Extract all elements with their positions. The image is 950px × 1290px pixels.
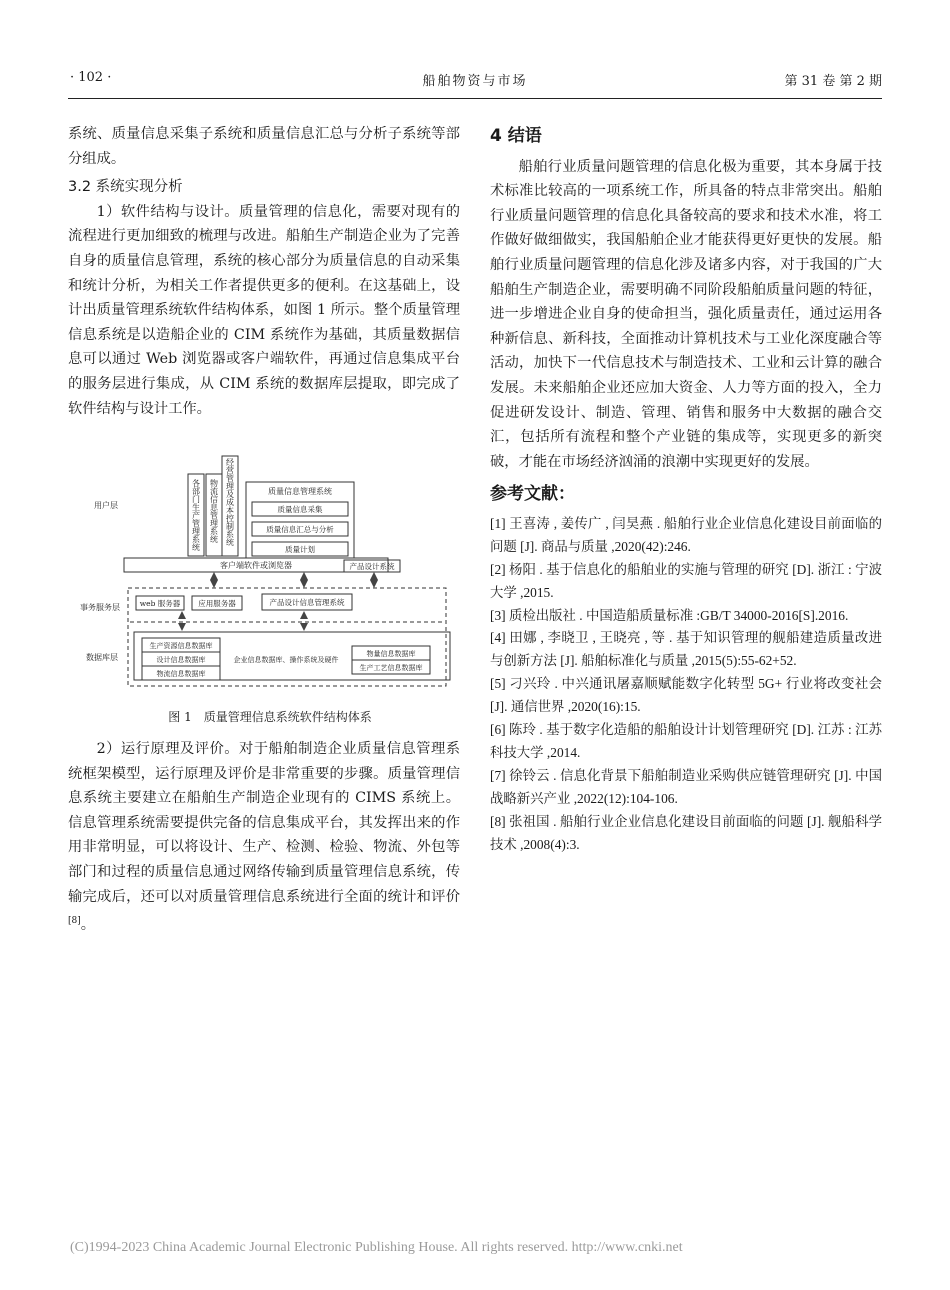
- layer-label: 用户层: [94, 501, 118, 510]
- db-label: 生产资源信息数据库: [149, 642, 213, 650]
- app-server-label: 应用服务器: [198, 599, 236, 608]
- reference-item: [1] 王喜涛 , 姜传广 , 闫昊燕 . 船舶行业企业信息化建设目前面临的问题 [J]. 商品与质量 ,2020(42):246.: [490, 515, 882, 554]
- issue-info: 第 31 卷 第 2 期: [784, 74, 882, 89]
- qims-item: 质量信息汇总与分析: [266, 525, 334, 534]
- left-column-bottom: [68, 737, 460, 938]
- reference-item: [7] 徐铃云 . 信息化背景下船舶制造业采购供应链管理研究 [J]. 中国战略新兴产业 ,2022(12):104-106.: [490, 767, 882, 806]
- paragraph: 2）运行原理及评价。对于船舶制造企业质量信息管理系统框架模型，运行原理及评价是非常重要的步骤。质量管理信息系统主要建立在船舶生产制造企业现有的 CIMS 系统上。信息管理系统需要提供完备的信息集成平台，其发挥出来的作用非常明显，可以将设计、生产、检测、检验、物流、外包等部门和过程的质量信息通过网络传输到质量管理信息系统，传输完成后，还可以对质量管理信息系统进行全面的统计和评价[8]。: [68, 741, 460, 933]
- db-label: 物流信息数据库: [156, 670, 206, 678]
- paragraph: 船舶行业质量问题管理的信息化极为重要，其本身属于技术标准比较高的一项系统工作，所具备的特点非常突出。船舶行业质量问题管理的信息化具备较高的要求和技术水准，将工作做好做细做实，我国船舶企业才能获得更好更快的发展。船舶行业质量问题管理的信息化涉及诸多内容，对于我国的广大船舶生产制造企业，需要明确不同阶段船舶质量问题的特征，进一步增进企业自身的使命担当，强化质量责任，通过运用各种新信息、新科技，全面推动计算机技术与工业化深度融合等活动，加快下一代信息技术与制造技术、工业和云计算的融合发展。未来船舶企业还应加大资金、人力等方面的投入，全力促进研发设计、制造、管理、销售和服务中大数据的融合交汇，包括所有流程和整个产业链的集成等，实现更多的新突破，才能在市场经济汹涌的浪潮中实现更好的发展。: [490, 158, 882, 470]
- vertical-label: 经营管理及成本控制系统: [225, 458, 235, 546]
- client-bar-label: 客户端软件或浏览器: [220, 561, 292, 570]
- arrow-icon: [370, 572, 378, 580]
- reference-item: [4] 田娜 , 李晓卫 , 王晓亮 , 等 . 基于知识管理的舰船建造质量改进与创新方法 [J]. 船舶标准化与质量 ,2015(5):55-62+52.: [490, 630, 882, 669]
- left-column: [68, 122, 460, 421]
- paragraph: 1）软件结构与设计。质量管理的信息化，需要对现有的流程进行更加细致的梳理与改进。船舶生产制造企业为了完善自身的质量信息管理，系统的核心部分为质量信息的自动采集和统计分析，为相关工作者提供更多的便利。在这基础上，设计出质量管理系统软件结构体系，如图 1 所示。整个质量管理信息系统是以造船企业的 CIM 系统作为基础，其质量数据信息可以通过 Web 浏览器或客户端软件，再通过信息集成平台的服务层进行集成，从 CIM 系统的数据库层提取，即完成了软件结构与设计工作。: [68, 203, 460, 417]
- copyright-footer: (C)1994-2023 China Academic Journal Electronic Publishing House. All rights reserved. http://www.cnki.net: [70, 1240, 683, 1255]
- qims-item: 质量信息采集: [277, 505, 323, 514]
- db-label: 生产工艺信息数据库: [359, 664, 423, 672]
- architecture-diagram: [72, 452, 462, 704]
- arrow-icon: [300, 611, 308, 619]
- vertical-label: 物流信息管理系统: [209, 479, 219, 543]
- paragraph: 系统、质量信息采集子系统和质量信息汇总与分析子系统等部分组成。: [68, 126, 460, 167]
- section-heading: 4 结语: [490, 126, 542, 146]
- layer-label: 数据库层: [86, 653, 118, 662]
- section-heading: 3.2 系统实现分析: [68, 179, 183, 196]
- arrow-icon: [300, 572, 308, 580]
- arrow-icon: [178, 623, 186, 631]
- arrow-icon: [300, 580, 308, 588]
- references-list: [490, 513, 882, 857]
- arrow-icon: [370, 580, 378, 588]
- right-column: [490, 124, 882, 857]
- arrow-icon: [210, 580, 218, 588]
- header-rule: [68, 98, 882, 99]
- reference-item: [5] 刁兴玲 . 中兴通讯屠嘉顺赋能数字化转型 5G+ 行业将改变社会 [J]. 通信世界 ,2020(16):15.: [490, 676, 882, 715]
- figure-caption: 图 1 质量管理信息系统软件结构体系: [168, 710, 372, 724]
- product-design-label: 产品设计系统: [349, 562, 395, 571]
- journal-name: 船舶物资与市场: [422, 74, 528, 89]
- reference-item: [3] 质检出版社 . 中国造船质量标准 :GB/T 34000-2016[S].2016.: [490, 607, 849, 623]
- citation: [8]: [68, 916, 81, 927]
- reference-item: [2] 杨阳 . 基于信息化的船舶业的实施与管理的研究 [D]. 浙江 : 宁波大学 ,2015.: [490, 561, 882, 600]
- pdim-label: 产品设计信息管理系统: [269, 598, 345, 607]
- arrow-icon: [210, 572, 218, 580]
- layer-label: 事务服务层: [80, 603, 120, 612]
- references-title: 参考文献：: [490, 484, 575, 505]
- web-server-label: web 服务器: [139, 599, 181, 608]
- vertical-label: 各部门生产管理系统: [191, 479, 201, 551]
- db-label: 设计信息数据库: [156, 656, 206, 664]
- qims-item: 质量计划: [285, 545, 315, 554]
- db-mid-label: 企业信息数据库、操作系统及硬件: [233, 656, 339, 664]
- qims-title: 质量信息管理系统: [268, 487, 332, 496]
- page-number: · 102 ·: [70, 70, 112, 85]
- arrow-icon: [178, 611, 186, 619]
- arrow-icon: [300, 623, 308, 631]
- reference-item: [8] 张祖国 . 船舶行业企业信息化建设目前面临的问题 [J]. 舰船科学技术 ,2008(4):3.: [490, 813, 882, 852]
- reference-item: [6] 陈玲 . 基于数字化造船的船舶设计计划管理研究 [D]. 江苏 : 江苏科技大学 ,2014.: [490, 722, 882, 760]
- db-label: 物量信息数据库: [366, 650, 416, 658]
